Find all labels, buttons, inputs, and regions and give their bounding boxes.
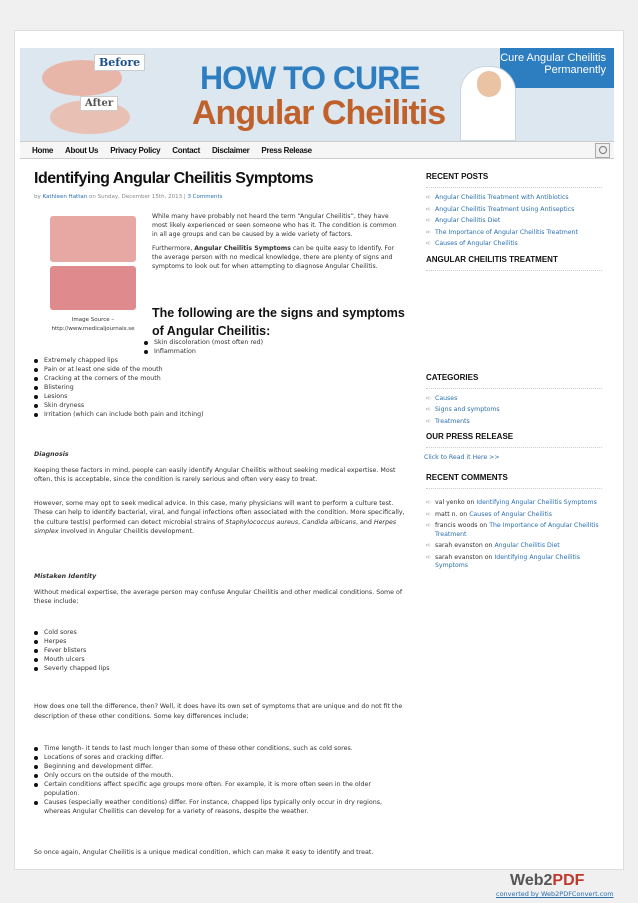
recent-comments-title: RECENT COMMENTS xyxy=(426,473,602,489)
list-item: Locations of sores and cracking differ. xyxy=(34,753,406,762)
comment-post-link[interactable]: Identifying Angular Cheilitis Symptoms xyxy=(476,499,597,506)
list-item: Fever blisters xyxy=(34,646,110,655)
comment-on: on xyxy=(479,522,488,529)
list-item: Extremely chapped lips xyxy=(34,356,406,365)
recent-posts-list xyxy=(426,194,602,249)
search-icon[interactable] xyxy=(595,143,610,158)
nav-home[interactable]: Home xyxy=(32,146,54,155)
press-release-title: OUR PRESS RELEASE xyxy=(426,432,602,448)
comment-on: on xyxy=(484,542,493,549)
mistaken-identity-heading: Mistaken Identity xyxy=(34,573,97,580)
nav-disclaimer[interactable]: Disclaimer xyxy=(211,146,250,155)
comment-item xyxy=(426,554,602,571)
press-release-link[interactable]: Click to Read it Here >> xyxy=(424,454,500,461)
symptoms-list-1 xyxy=(144,338,263,356)
symptoms-list-2 xyxy=(34,356,406,419)
list-item: Severly chapped lips xyxy=(34,664,110,673)
comment-author: sarah evanston xyxy=(435,553,483,561)
intro-2c: can be quite easy to identify. For the average person with no medical knowledge, there are plenty of signs and symptoms to look out for when attempting to diagnose Angular Cheilitis. xyxy=(152,245,395,270)
list-item: Mouth ulcers xyxy=(34,655,110,664)
comment-author: sarah evanston xyxy=(435,542,483,549)
recent-post-link[interactable]: ➪ The Importance of Angular Cheilitis Treatment xyxy=(426,229,602,238)
intro-paragraph-1: While many have probably not heard the term “Angular Cheilitis”, they have most likely experienced or seen someone who has it. The condition is common in all age groups and can be caused by a wide variety of factors. xyxy=(152,213,397,238)
web2pdf-logo xyxy=(510,872,584,890)
recent-comments-list xyxy=(426,499,602,571)
comment-post-link[interactable]: Identifying Angular Cheilitis Symptoms xyxy=(435,553,580,569)
nav-about-us[interactable]: About Us xyxy=(65,146,99,155)
diag-2f: Herpes simplex xyxy=(34,518,397,535)
diag-2d: Candida albicans xyxy=(302,518,356,526)
mistaken-identity-section xyxy=(34,572,406,607)
byline-separator: | xyxy=(183,194,186,200)
recent-post-link[interactable]: ➪ Angular Cheilitis Treatment with Antibiotics xyxy=(426,194,602,203)
category-link[interactable]: ➪ Causes xyxy=(426,395,602,404)
nav-contact[interactable]: Contact xyxy=(172,146,200,155)
logo-web2: Web2 xyxy=(510,872,553,889)
intro-paragraph-2 xyxy=(152,244,404,271)
comment-author: val yenko xyxy=(435,499,465,506)
diagnosis-paragraph-1: Keeping these factors in mind, people can easily identify Angular Cheilitis without seeking medical expertise. Most often, this is acceptable, since the condition is rarely serious and often very easy to treat. xyxy=(34,466,396,483)
list-item: Inflammation xyxy=(144,347,263,356)
symptom-photo-top xyxy=(50,216,136,262)
diagnosis-paragraph-2 xyxy=(34,499,406,537)
nav-privacy-policy[interactable]: Privacy Policy xyxy=(110,146,161,155)
recent-posts-title: RECENT POSTS xyxy=(426,172,602,188)
caption-line-2: http://www.medicaljournals.se xyxy=(51,326,135,332)
comment-item xyxy=(426,511,602,520)
list-item: Certain conditions affect specific age groups more often. For example, it is more often seen in the older population. xyxy=(34,780,406,798)
post-byline xyxy=(34,194,406,200)
main-nav xyxy=(20,141,614,159)
comment-post-link[interactable]: Angular Cheilitis Diet xyxy=(494,542,560,549)
after-label: After xyxy=(80,96,118,111)
symptom-photo-bottom xyxy=(50,266,136,310)
categories-title: CATEGORIES xyxy=(426,373,602,389)
comment-post-link[interactable]: The Importance of Angular Cheilitis Treatment xyxy=(435,522,599,538)
diag-2b: Staphylococcus aureus xyxy=(225,518,299,526)
banner-headline-1: HOW TO CURE xyxy=(200,60,420,96)
list-item: Blistering xyxy=(34,383,406,392)
intro-2a: Furthermore, xyxy=(152,245,195,252)
diag-2c: , xyxy=(298,518,303,526)
comment-on: on xyxy=(484,553,493,561)
categories-list xyxy=(426,395,602,427)
diag-2g: involved in Angular Cheilitis development. xyxy=(58,528,194,535)
list-item: Skin dryness xyxy=(34,401,406,410)
treatment-widget-title: ANGULAR CHEILITIS TREATMENT xyxy=(426,255,602,271)
comment-on: on xyxy=(466,499,475,506)
post-title: Identifying Angular Cheilitis Symptoms xyxy=(34,170,314,187)
closing-paragraph: So once again, Angular Cheilitis is a unique medical condition, which can make it easy to identify and treat. xyxy=(34,849,374,856)
comment-author: francis woods xyxy=(435,522,478,529)
diag-2e: , and xyxy=(355,518,374,526)
category-link[interactable]: ➪ Treatments xyxy=(426,418,602,427)
byline-by: by xyxy=(34,194,41,200)
caption-line-1: Image Source – xyxy=(71,317,115,323)
comment-on: on xyxy=(459,510,468,518)
doctor-image xyxy=(460,66,516,141)
comment-item xyxy=(426,542,602,551)
symptoms-heading: The following are the signs and symptoms of Angular Cheilitis: xyxy=(152,306,405,338)
nav-press-release[interactable]: Press Release xyxy=(261,146,312,155)
list-item: Pain or at least one side of the mouth xyxy=(34,365,406,374)
diag-2a: However, some may opt to seek medical advice. In this case, many physicians will want to perform a culture test. These can help to identify bacterial, viral, and fungal infections often associated with the condition. More specifically, the culture test(s) performed can detect microbial strains of xyxy=(34,499,405,526)
sidebar xyxy=(426,172,602,574)
mistaken-identity-paragraph: Without medical expertise, the average person may confuse Angular Cheilitis and other medical conditions. Some of these include; xyxy=(34,588,403,605)
photo-caption xyxy=(34,316,152,334)
comment-author: matt n. xyxy=(435,510,458,518)
conditions-list xyxy=(34,628,110,673)
post-content xyxy=(34,170,406,856)
list-item: Beginning and development differ. xyxy=(34,762,406,771)
list-item: Cold sores xyxy=(34,628,110,637)
ribbon-line-1: Cure Angular Cheilitis xyxy=(500,52,606,64)
recent-post-link[interactable]: ➪ Angular Cheilitis Diet xyxy=(426,217,602,226)
diagnosis-section xyxy=(34,450,406,537)
comment-item xyxy=(426,522,602,539)
intro-text xyxy=(152,212,404,276)
list-item: Time length- it tends to last much longer than some of these other conditions, such as cold sores. xyxy=(34,744,406,753)
banner-headline-2: Angular Cheilitis xyxy=(192,94,446,132)
intro-2b: Angular Cheilitis Symptoms xyxy=(194,245,291,252)
doctor-head xyxy=(477,71,501,97)
ribbon-line-2: Permanently xyxy=(544,64,606,76)
list-item: Herpes xyxy=(34,637,110,646)
list-item: Lesions xyxy=(34,392,406,401)
category-link[interactable]: ➪ Signs and symptoms xyxy=(426,406,602,415)
header-banner xyxy=(20,48,614,141)
converted-by-link[interactable]: converted by Web2PDFConvert.com xyxy=(496,890,614,898)
list-item: Only occurs on the outside of the mouth. xyxy=(34,771,406,780)
list-item: Irritation (which can include both pain and itching) xyxy=(34,410,406,419)
list-item: Causes (especially weather conditions) differ. For instance, chapped lips typically only occur in dry regions, whereas Angular Cheilitis can develop for a variety of reasons, despite the weather. xyxy=(34,798,406,816)
comment-item xyxy=(426,499,602,508)
differences-list xyxy=(34,744,406,816)
symptom-photo xyxy=(50,216,136,310)
author-link[interactable]: Kathleen Hattan xyxy=(42,194,88,200)
comment-post-link[interactable]: Causes of Angular Cheilitis xyxy=(469,510,552,518)
list-item: Cracking at the corners of the mouth xyxy=(34,374,406,383)
recent-post-link[interactable]: ➪ Causes of Angular Cheilitis xyxy=(426,240,602,249)
list-item: Skin discoloration (most often red) xyxy=(144,338,263,347)
logo-pdf: PDF xyxy=(552,872,585,889)
diagnosis-heading: Diagnosis xyxy=(34,451,69,458)
recent-post-link[interactable]: ➪ Angular Cheilitis Treatment Using Antiseptics xyxy=(426,206,602,215)
before-label: Before xyxy=(94,54,145,71)
post-date: on Sunday, December 15th, 2013 xyxy=(88,194,183,200)
differences-paragraph: How does one tell the difference, then? Well, it does have its own set of symptoms that are unique and do not fit the description of these other conditions. Some key differences include; xyxy=(34,703,403,720)
banner-ribbon xyxy=(500,48,614,88)
comments-link[interactable]: 3 Comments xyxy=(187,194,223,200)
